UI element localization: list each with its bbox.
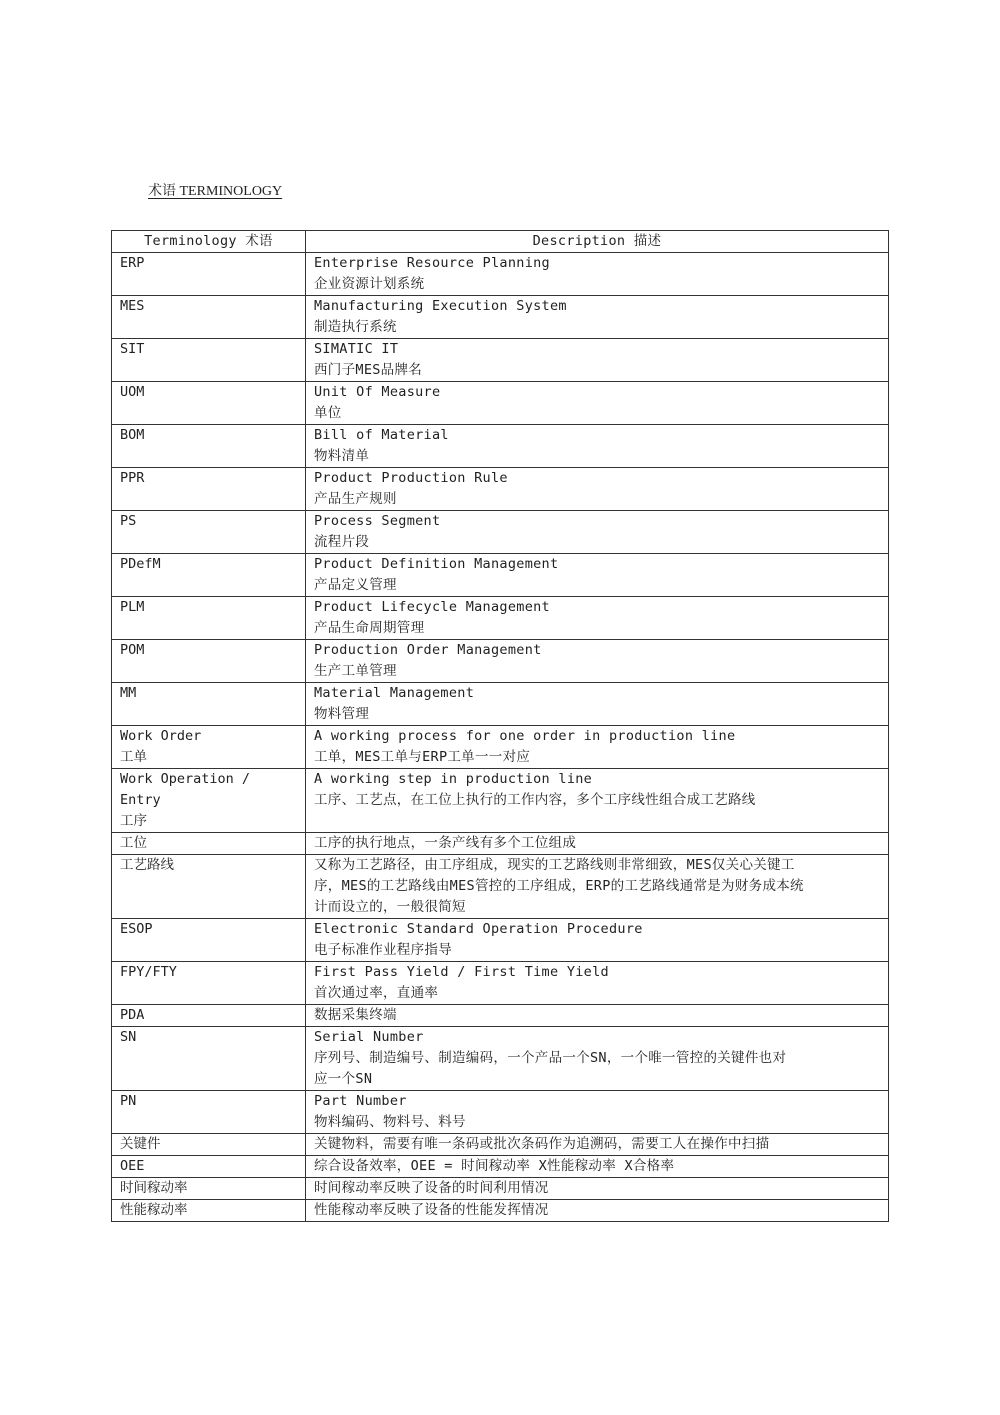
term-line: Work Order <box>120 728 202 744</box>
description-cell <box>306 919 889 962</box>
description-line: 单位 <box>314 405 342 421</box>
description-line: 综合设备效率，OEE = 时间稼动率 X性能稼动率 X合格率 <box>314 1158 675 1174</box>
description-cell <box>306 962 889 1005</box>
description-line: Product Lifecycle Management <box>314 599 550 615</box>
description-cell <box>306 597 889 640</box>
description-line: 首次通过率，直通率 <box>314 985 439 1001</box>
description-line: 序列号、制造编号、制造编码，一个产品一个SN，一个唯一管控的关键件也对 <box>314 1050 787 1066</box>
table-row <box>112 683 889 726</box>
term-line: POM <box>120 642 145 658</box>
term-line: 工序 <box>120 813 147 829</box>
description-line: 流程片段 <box>314 534 370 550</box>
description-line: 产品定义管理 <box>314 577 397 593</box>
description-line: SIMATIC IT <box>314 341 399 357</box>
description-line: 物料清单 <box>314 448 370 464</box>
description-line: Part Number <box>314 1093 407 1109</box>
page-heading: 术语 TERMINOLOGY <box>148 184 283 199</box>
term-cell <box>112 1091 306 1134</box>
description-line: 产品生产规则 <box>314 491 397 507</box>
term-cell <box>112 597 306 640</box>
term-cell <box>112 253 306 296</box>
term-line: PPR <box>120 470 145 486</box>
description-cell <box>306 339 889 382</box>
description-line: Production Order Management <box>314 642 542 658</box>
term-line: 工单 <box>120 749 147 765</box>
description-cell <box>306 1134 889 1156</box>
term-cell <box>112 468 306 511</box>
term-line: BOM <box>120 427 145 443</box>
description-line: 又称为工艺路径，由工序组成，现实的工艺路线则非常细致，MES仅关心关键工 <box>314 857 795 873</box>
term-cell <box>112 769 306 833</box>
description-cell <box>306 1156 889 1178</box>
description-line: Product Definition Management <box>314 556 559 572</box>
description-line: 工单，MES工单与ERP工单一一对应 <box>314 749 531 765</box>
term-line: 性能稼动率 <box>120 1202 188 1218</box>
term-cell <box>112 425 306 468</box>
term-line: PDA <box>120 1007 145 1023</box>
description-line: 西门子MES品牌名 <box>314 362 423 378</box>
table-row <box>112 919 889 962</box>
term-cell <box>112 683 306 726</box>
description-line: 工序的执行地点，一条产线有多个工位组成 <box>314 835 577 851</box>
description-line: 物料编码、物料号、料号 <box>314 1114 466 1130</box>
table-row <box>112 597 889 640</box>
description-cell <box>306 425 889 468</box>
description-line: A working step in production line <box>314 771 593 787</box>
table-row <box>112 511 889 554</box>
term-cell <box>112 1027 306 1091</box>
table-row <box>112 425 889 468</box>
description-line: 序，MES的工艺路线由MES管控的工序组成，ERP的工艺路线通常是为财务成本统 <box>314 878 804 894</box>
term-line: MES <box>120 298 145 314</box>
description-cell <box>306 833 889 855</box>
term-line: UOM <box>120 384 145 400</box>
term-cell <box>112 382 306 425</box>
header-terminology: Terminology 术语 <box>112 231 306 253</box>
table-row <box>112 1027 889 1091</box>
description-cell <box>306 468 889 511</box>
term-cell <box>112 296 306 339</box>
term-line: SN <box>120 1029 137 1045</box>
term-line: PLM <box>120 599 145 615</box>
term-cell <box>112 833 306 855</box>
term-line: MM <box>120 685 137 701</box>
table-row <box>112 855 889 919</box>
term-line: 时间稼动率 <box>120 1180 188 1196</box>
description-line: 时间稼动率反映了设备的时间利用情况 <box>314 1180 549 1196</box>
description-cell <box>306 1005 889 1027</box>
description-line: 工序、工艺点，在工位上执行的工作内容，多个工序线性组合成工艺路线 <box>314 792 756 808</box>
term-line: PDefM <box>120 556 161 572</box>
term-cell <box>112 1178 306 1200</box>
description-line: 物料管理 <box>314 706 370 722</box>
term-line: PS <box>120 513 137 529</box>
description-cell <box>306 382 889 425</box>
description-cell <box>306 1200 889 1222</box>
description-cell <box>306 855 889 919</box>
term-line: Work Operation / <box>120 771 251 787</box>
table-row <box>112 296 889 339</box>
term-cell <box>112 1200 306 1222</box>
description-line: 关键物料，需要有唯一条码或批次条码作为追溯码，需要工人在操作中扫描 <box>314 1136 770 1152</box>
term-line: ERP <box>120 255 145 271</box>
description-cell <box>306 511 889 554</box>
description-line: Unit Of Measure <box>314 384 441 400</box>
term-cell <box>112 511 306 554</box>
table-row <box>112 554 889 597</box>
description-line: Material Management <box>314 685 475 701</box>
term-line: 关键件 <box>120 1136 161 1152</box>
description-cell <box>306 683 889 726</box>
term-cell <box>112 554 306 597</box>
term-cell <box>112 962 306 1005</box>
description-line: Product Production Rule <box>314 470 508 486</box>
table-row <box>112 1091 889 1134</box>
description-line: Manufacturing Execution System <box>314 298 567 314</box>
description-line: 性能稼动率反映了设备的性能发挥情况 <box>314 1202 549 1218</box>
term-cell <box>112 640 306 683</box>
description-cell <box>306 769 889 833</box>
description-cell <box>306 296 889 339</box>
description-cell <box>306 726 889 769</box>
header-description: Description 描述 <box>306 231 889 253</box>
table-row <box>112 1134 889 1156</box>
description-cell <box>306 1091 889 1134</box>
description-cell <box>306 1027 889 1091</box>
term-line: ESOP <box>120 921 153 937</box>
terminology-table <box>111 230 889 1222</box>
description-cell <box>306 253 889 296</box>
table-body <box>112 253 889 1222</box>
description-line: Process Segment <box>314 513 441 529</box>
table-row <box>112 1178 889 1200</box>
description-cell <box>306 554 889 597</box>
table-row <box>112 1200 889 1222</box>
table-row <box>112 962 889 1005</box>
term-line: 工艺路线 <box>120 857 174 873</box>
table-row <box>112 382 889 425</box>
term-line: Entry <box>120 792 161 808</box>
description-line: 电子标准作业程序指导 <box>314 942 452 958</box>
description-cell <box>306 1178 889 1200</box>
table-row <box>112 833 889 855</box>
term-cell <box>112 919 306 962</box>
term-cell <box>112 726 306 769</box>
description-line: 数据采集终端 <box>314 1007 397 1023</box>
term-line: PN <box>120 1093 137 1109</box>
description-line: 产品生命周期管理 <box>314 620 425 636</box>
table-row <box>112 253 889 296</box>
description-line: Bill of Material <box>314 427 449 443</box>
description-line: Enterprise Resource Planning <box>314 255 550 271</box>
term-line: 工位 <box>120 835 147 851</box>
term-cell <box>112 339 306 382</box>
table-row <box>112 1156 889 1178</box>
table-header-row <box>112 231 889 253</box>
term-cell <box>112 1005 306 1027</box>
term-cell <box>112 855 306 919</box>
term-line: OEE <box>120 1158 145 1174</box>
table-row <box>112 640 889 683</box>
description-line: 生产工单管理 <box>314 663 397 679</box>
description-line: Electronic Standard Operation Procedure <box>314 921 643 937</box>
term-cell <box>112 1156 306 1178</box>
table-row <box>112 1005 889 1027</box>
description-line: 企业资源计划系统 <box>314 276 425 292</box>
table-row <box>112 468 889 511</box>
description-line: 应一个SN <box>314 1071 373 1087</box>
term-cell <box>112 1134 306 1156</box>
description-line: Serial Number <box>314 1029 424 1045</box>
table-row <box>112 339 889 382</box>
description-line: First Pass Yield / First Time Yield <box>314 964 609 980</box>
description-line: 计而设立的，一般很简短 <box>314 899 466 915</box>
term-line: SIT <box>120 341 145 357</box>
table-row <box>112 769 889 833</box>
description-cell <box>306 640 889 683</box>
table-row <box>112 726 889 769</box>
term-line: FPY/FTY <box>120 964 177 980</box>
description-line: A working process for one order in production line <box>314 728 736 744</box>
description-line: 制造执行系统 <box>314 319 397 335</box>
